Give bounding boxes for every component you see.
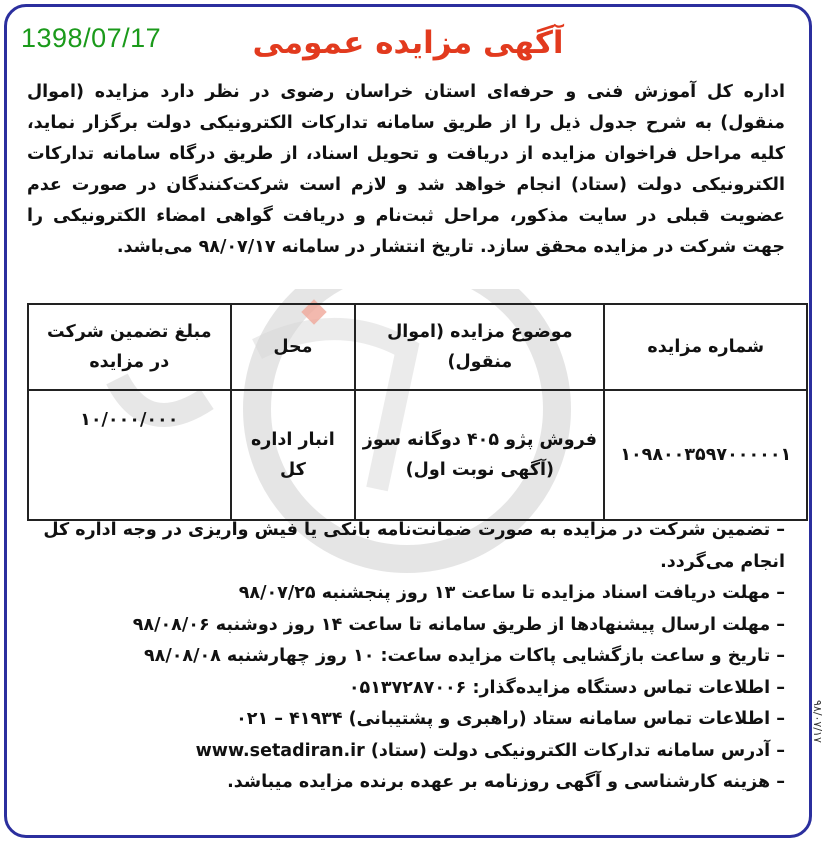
- notes-list: [29, 515, 785, 799]
- note-item: – اطلاعات تماس دستگاه مزایده‌گذار: ۰۵۱۳۷۲۸۷۰۰۶: [348, 677, 785, 698]
- note-item: – هزینه کارشناسی و آگهی روزنامه بر عهده برنده مزایده میباشد.: [227, 772, 785, 792]
- note-item: – تاریخ و ساعت بازگشایی پاکات مزایده ساعت: ۱۰ روز چهارشنبه ۹۸/۰۸/۰۸: [143, 646, 785, 666]
- table-row: [28, 390, 807, 520]
- auction-number: ۱۰۹۸۰۰۳۵۹۷۰۰۰۰۰۱: [604, 390, 807, 520]
- side-code: ۹۸/۰۷/۱۷: [811, 700, 824, 743]
- header-auction-subject: موضوع مزایده (اموال منقول): [355, 304, 604, 390]
- intro-text: اداره کل آموزش فنی و حرفه‌ای استان خراسان رضوی در نظر دارد مزایده (اموال منقول) به شرح جدول ذیل را از طریق سامانه تدارکات الکترونیکی دولت برگزار نماید، کلیه مراحل فراخوان مزایده از دریافت و تحویل اسناد، از طریق درگاه سامانه تدارکات الکترونیکی دولت (ستاد) انجام خواهد شد و لازم است شرکت‌کنندگان در صورت عدم عضویت قبلی در سایت مذکور، مراحل ثبت‌نام و دریافت گواهی امضاء الکترونیکی را جهت شرکت در مزایده محقق سازد. تاریخ انتشار در سامانه ۹۸/۰۷/۱۷ می‌باشد.: [27, 82, 785, 257]
- intro-paragraph: [27, 77, 785, 263]
- header-guarantee-amount: مبلغ تضمین شرکت در مزایده: [28, 304, 231, 390]
- auction-subject: فروش پژو ۴۰۵ دوگانه سوز (آگهی نوبت اول): [355, 390, 604, 520]
- note-item: – آدرس سامانه تدارکات الکترونیکی دولت (ستاد) www.setadiran.ir: [195, 740, 785, 761]
- note-item: – مهلت دریافت اسناد مزایده تا ساعت ۱۳ روز پنجشنبه ۹۸/۰۷/۲۵: [238, 583, 785, 603]
- auction-table: [27, 303, 808, 521]
- date-stamp: 1398/07/17: [21, 23, 162, 53]
- table-header-row: [28, 304, 807, 390]
- header-location: محل: [231, 304, 356, 390]
- note-item: – اطلاعات تماس سامانه ستاد (راهبری و پشتیبانی) ۴۱۹۳۴ – ۰۲۱: [236, 709, 785, 729]
- auction-location: انبار اداره کل: [231, 390, 356, 520]
- note-item: – تضمین شرکت در مزایده به صورت ضمانت‌نامه بانکی یا فیش واریزی در وجه اداره کل انجام می‌گردد.: [43, 520, 785, 572]
- ad-title: آگهی مزایده عمومی: [252, 25, 564, 61]
- note-item: – مهلت ارسال پیشنهادها از طریق سامانه تا ساعت ۱۴ روز دوشنبه ۹۸/۰۸/۰۶: [132, 614, 785, 635]
- header-auction-number: شماره مزایده: [604, 304, 807, 390]
- guarantee-amount: ۱۰/۰۰۰/۰۰۰: [28, 390, 231, 520]
- ad-frame: [4, 4, 812, 838]
